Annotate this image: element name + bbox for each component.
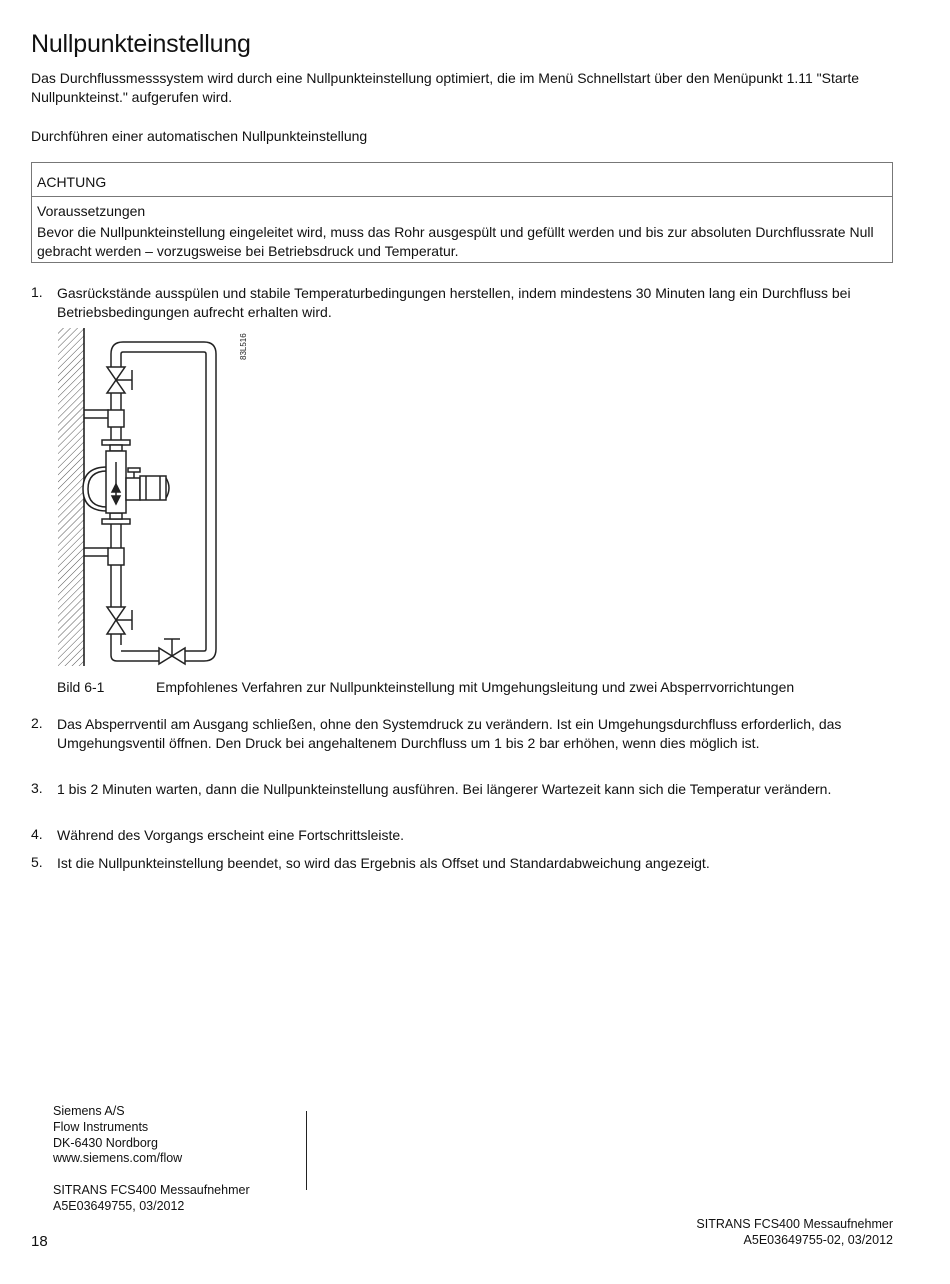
bypass-valve-icon — [159, 639, 185, 664]
figure-caption: Empfohlenes Verfahren zur Nullpunkteinstellung mit Umgehungsleitung und zwei Absperrvorrichtungen — [156, 679, 795, 695]
wall-hatching — [58, 328, 84, 666]
footer-right — [696, 1217, 893, 1249]
intro-paragraph: Das Durchflussmesssystem wird durch eine Nullpunkteinstellung optimiert, die im Menü Schnellstart über den Menüpunkt 1.11 "Starte Nullpunkteinst." aufgerufen wird. — [31, 70, 859, 105]
step-text: 1 bis 2 Minuten warten, dann die Nullpunkteinstellung ausführen. Bei längerer Wartezeit kann sich die Temperatur verändern. — [57, 781, 832, 797]
step-number: 2. — [31, 715, 43, 731]
installation-diagram — [55, 322, 255, 670]
page-number: 18 — [31, 1233, 48, 1250]
footer-right-title: SITRANS FCS400 Messaufnehmer — [696, 1217, 893, 1231]
footer-website: www.siemens.com/flow — [53, 1151, 183, 1166]
notice-title: Voraussetzungen — [37, 203, 146, 219]
step-text: Das Absperrventil am Ausgang schließen, ohne den Systemdruck zu verändern. Ist ein Umgehungsdurchfluss erforderlich, das Umgehungsventil öffnen. Den Druck bei angehaltenem Durchfluss um 1 bis 2 bar erhöhen, wenn dies möglich ist. — [57, 716, 842, 751]
footer-address — [53, 1104, 250, 1215]
step-number: 3. — [31, 780, 43, 796]
step-number: 5. — [31, 854, 43, 870]
valve-lower-icon — [107, 607, 132, 634]
section-subheading: Durchführen einer automatischen Nullpunkteinstellung — [31, 128, 368, 144]
notice-label: ACHTUNG — [37, 174, 107, 190]
footer-divider — [306, 1111, 307, 1190]
step-number: 1. — [31, 284, 43, 300]
figure-code: 83L516 — [239, 333, 248, 360]
step-text: Ist die Nullpunkteinstellung beendet, so wird das Ergebnis als Offset und Standardabweichung angezeigt. — [57, 855, 710, 871]
footer-address-line: DK-6430 Nordborg — [53, 1135, 158, 1150]
step-text: Während des Vorgangs erscheint eine Fortschrittsleiste. — [57, 827, 405, 843]
step-number: 4. — [31, 826, 43, 842]
flowmeter-icon — [83, 451, 169, 513]
notice-header — [32, 163, 892, 197]
footer-division: Flow Instruments — [53, 1119, 149, 1134]
figure-label: Bild 6-1 — [57, 679, 105, 695]
notice-text: Bevor die Nullpunkteinstellung eingeleitet wird, muss das Rohr ausgespült und gefüllt werden und bis zur absoluten Durchflussrate Null gebracht werden – vorzugsweise bei Betriebsdruck und Temperatur. — [37, 224, 874, 259]
valve-upper-icon — [107, 367, 132, 393]
footer-doc-title: SITRANS FCS400 Messaufnehmer — [53, 1183, 250, 1198]
notice-box — [31, 162, 893, 263]
step-text: Gasrückstände ausspülen und stabile Temperaturbedingungen herstellen, indem mindestens 30 Minuten lang ein Durchfluss bei Betriebsbedingungen aufrecht erhalten wird. — [57, 285, 851, 320]
footer-company: Siemens A/S — [53, 1104, 125, 1118]
footer-right-number: A5E03649755-02, 03/2012 — [743, 1232, 893, 1247]
notice-body — [32, 197, 892, 260]
footer-doc-number: A5E03649755, 03/2012 — [53, 1198, 185, 1213]
page-title: Nullpunkteinstellung — [31, 30, 251, 58]
